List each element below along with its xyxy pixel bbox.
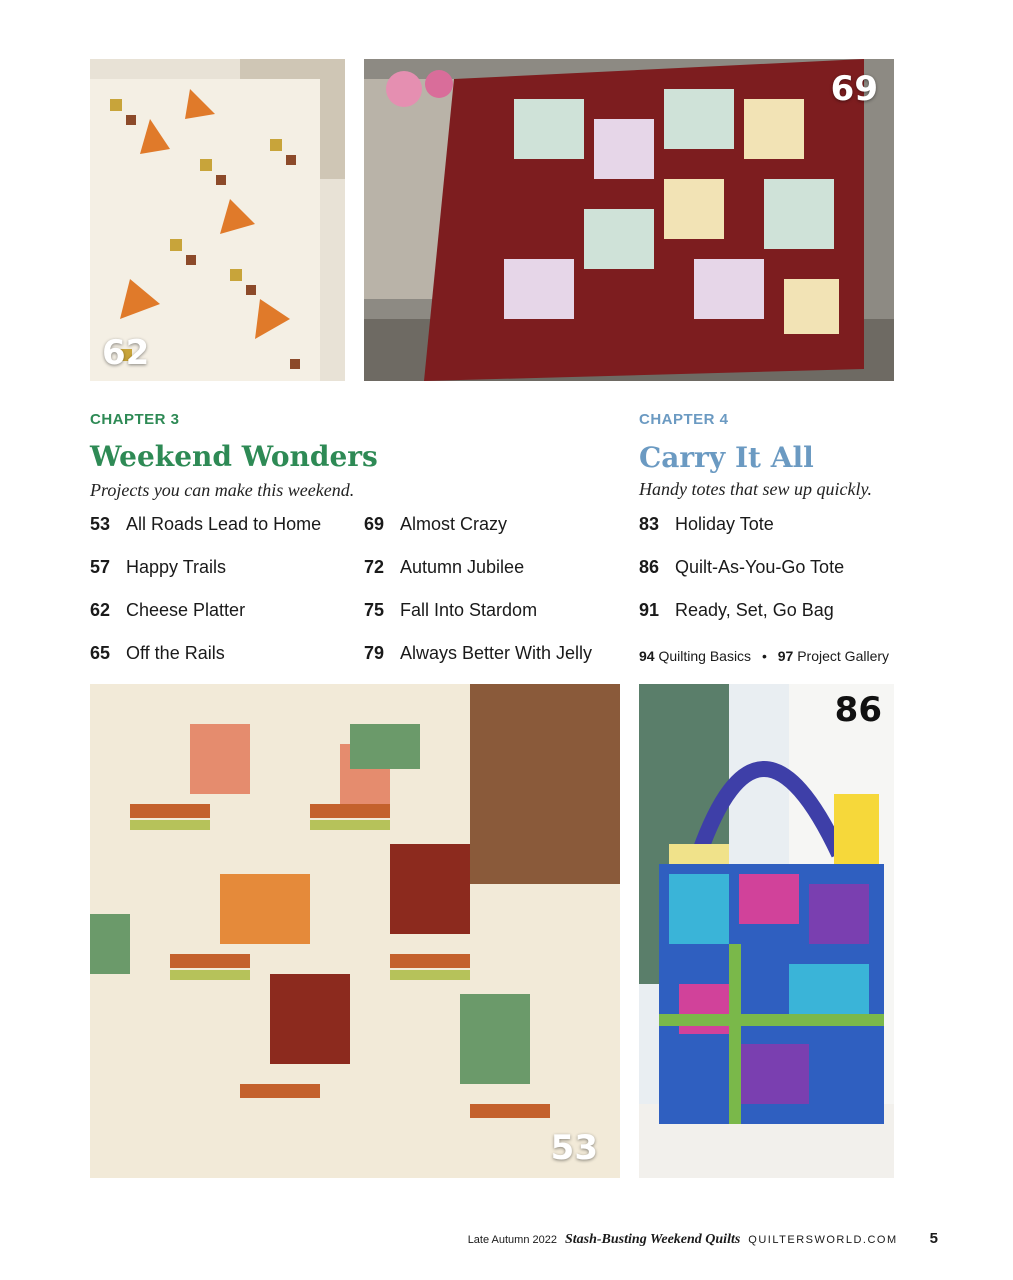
photo-page-number: 53 (550, 1128, 598, 1168)
extras-line (639, 648, 889, 664)
extras-page-b: 97 (777, 648, 794, 664)
chapter-3-list-col2 (364, 514, 592, 686)
toc-page: 57 (90, 557, 111, 577)
toc-title: Always Better With Jelly (400, 643, 593, 663)
toc-page: 69 (364, 514, 385, 534)
chapter-3-label: CHAPTER 3 (90, 411, 180, 428)
photo-almost-crazy-quilt (364, 59, 894, 381)
extras-page-a: 94 (639, 648, 655, 664)
photo-house-quilt (90, 684, 620, 1178)
tote-bag-image (639, 684, 894, 1178)
chapter-3-title: Weekend Wonders (90, 440, 378, 473)
toc-item[interactable] (364, 643, 592, 686)
toc-item[interactable] (90, 643, 321, 686)
page-footer (468, 1230, 938, 1248)
chapter-4-subtitle: Handy totes that sew up quickly. (639, 479, 872, 499)
quilt-houses-image (90, 684, 620, 1178)
toc-title: Ready, Set, Go Bag (675, 600, 834, 620)
toc-item[interactable] (90, 600, 321, 643)
toc-item[interactable] (364, 557, 592, 600)
chapter-3-subtitle: Projects you can make this weekend. (90, 480, 355, 500)
toc-page: 53 (90, 514, 111, 534)
toc-page: 86 (639, 557, 660, 577)
toc-item[interactable] (90, 557, 321, 600)
toc-title: Almost Crazy (400, 514, 508, 534)
toc-page: 62 (90, 600, 111, 620)
toc-page: 65 (90, 643, 111, 663)
toc-title: Off the Rails (126, 643, 225, 663)
photo-page-number: 86 (834, 690, 882, 730)
photo-tote-bag (639, 684, 894, 1178)
toc-item[interactable] (639, 557, 844, 600)
toc-item[interactable] (90, 514, 321, 557)
extras-title-a[interactable]: Quilting Basics (658, 648, 752, 664)
toc-page: 83 (639, 514, 660, 534)
toc-title: Quilt-As-You-Go Tote (675, 557, 845, 577)
toc-item[interactable] (364, 514, 592, 557)
toc-title: Cheese Platter (126, 600, 246, 620)
toc-title: Holiday Tote (675, 514, 774, 534)
toc-title: Autumn Jubilee (400, 557, 525, 577)
toc-title: All Roads Lead to Home (126, 514, 322, 534)
bullet-separator: • (761, 648, 767, 664)
toc-page: 91 (639, 600, 660, 620)
footer-magazine: Stash-Busting Weekend Quilts (564, 1232, 741, 1247)
chapter-4-label: CHAPTER 4 (639, 411, 729, 428)
toc-title: Fall Into Stardom (400, 600, 538, 620)
chapter-4-list (639, 514, 844, 643)
toc-item[interactable] (364, 600, 592, 643)
photo-page-number: 69 (830, 69, 878, 109)
toc-item[interactable] (639, 514, 844, 557)
footer-issue: Late Autumn 2022 (467, 1234, 557, 1246)
footer-site[interactable]: QUILTERSWORLD.COM (748, 1234, 898, 1246)
quilt-stars-image (364, 59, 894, 381)
page-number: 5 (929, 1230, 938, 1247)
toc-page: 75 (364, 600, 385, 620)
extras-title-b[interactable]: Project Gallery (797, 648, 890, 664)
toc-title: Happy Trails (126, 557, 227, 577)
photo-cheese-platter-quilt (90, 59, 345, 381)
toc-page: 79 (364, 643, 385, 663)
toc-page: 72 (364, 557, 385, 577)
toc-item[interactable] (639, 600, 844, 643)
chapter-3-list-col1 (90, 514, 321, 686)
photo-page-number: 62 (102, 333, 150, 373)
chapter-4-title: Carry It All (639, 441, 814, 474)
